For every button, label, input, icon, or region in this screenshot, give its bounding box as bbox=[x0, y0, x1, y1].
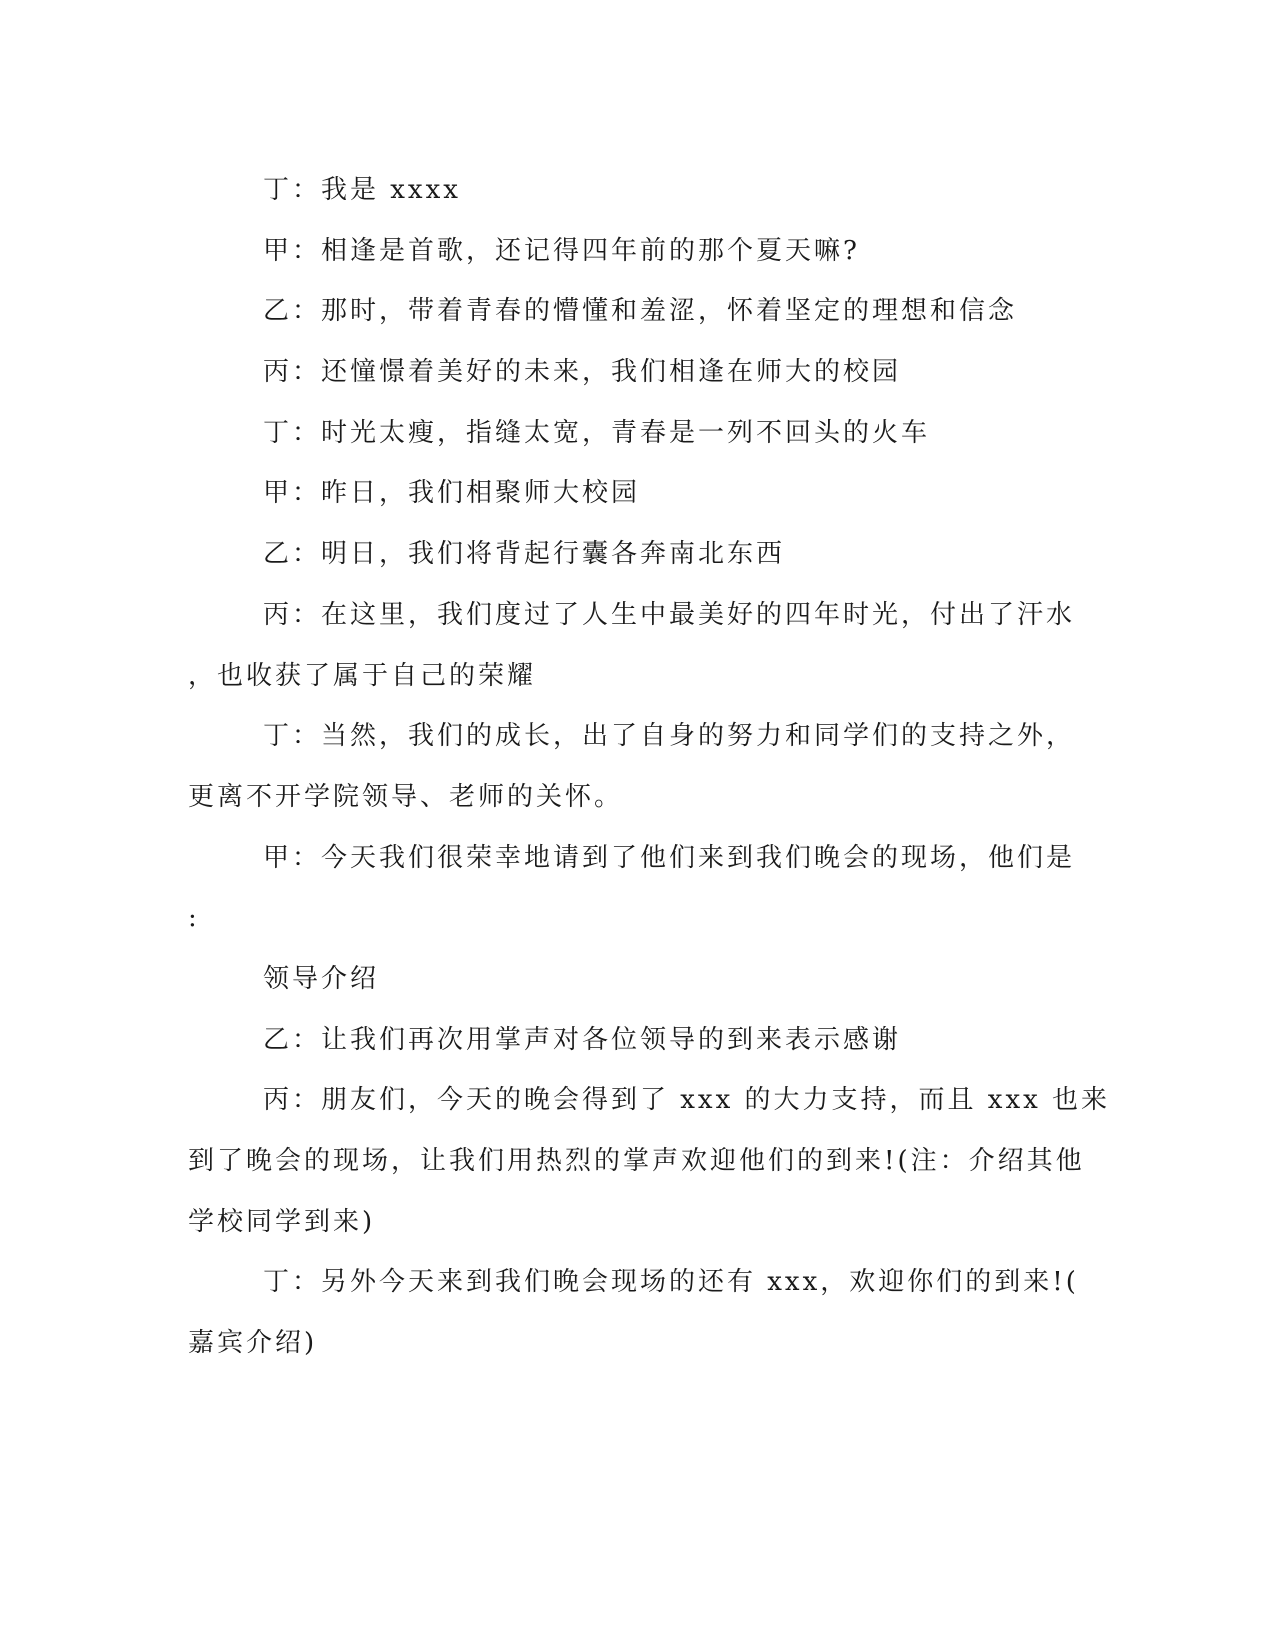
paragraph-line: : bbox=[188, 903, 200, 934]
paragraph-line: 甲：今天我们很荣幸地请到了他们来到我们晚会的现场，他们是 bbox=[263, 842, 1076, 873]
document-body bbox=[188, 160, 1111, 1374]
paragraph-line: 甲：昨日，我们相聚师大校园 bbox=[263, 478, 641, 509]
paragraph-line: 丙：在这里，我们度过了人生中最美好的四年时光，付出了汗水 bbox=[263, 599, 1076, 630]
paragraph-line: 丁：我是 xxxx bbox=[263, 175, 461, 205]
paragraph-line: 乙：明日，我们将背起行囊各奔南北东西 bbox=[263, 539, 786, 570]
paragraph-line: 到了晚会的现场，让我们用热烈的掌声欢迎他们的到来!(注：介绍其他 bbox=[188, 1146, 1085, 1176]
paragraph-line: 乙：那时，带着青春的懵懂和羞涩，怀着坚定的理想和信念 bbox=[263, 296, 1018, 327]
paragraph-line: 丙：朋友们，今天的晚会得到了 xxx 的大力支持，而且 xxx 也来 bbox=[263, 1085, 1111, 1116]
section-heading: 领导介绍 bbox=[263, 963, 380, 994]
paragraph-line: 丁：另外今天来到我们晚会现场的还有 xxx，欢迎你们的到来!( bbox=[263, 1267, 1079, 1298]
paragraph-line: 嘉宾介绍) bbox=[188, 1328, 318, 1359]
paragraph-line: 学校同学到来) bbox=[188, 1206, 376, 1237]
paragraph-line: ，也收获了属于自己的荣耀 bbox=[188, 660, 537, 691]
paragraph-line: 甲：相逢是首歌，还记得四年前的那个夏天嘛? bbox=[263, 235, 860, 266]
paragraph-line: 乙：让我们再次用掌声对各位领导的到来表示感谢 bbox=[263, 1024, 902, 1055]
paragraph-line: 丁：当然，我们的成长，出了自身的努力和同学们的支持之外， bbox=[263, 721, 1076, 752]
paragraph-line: 丙：还憧憬着美好的未来，我们相逢在师大的校园 bbox=[263, 357, 902, 388]
paragraph-line: 丁：时光太瘦，指缝太宽，青春是一列不回头的火车 bbox=[263, 417, 931, 448]
paragraph-line: 更离不开学院领导、老师的关怀。 bbox=[188, 781, 624, 812]
